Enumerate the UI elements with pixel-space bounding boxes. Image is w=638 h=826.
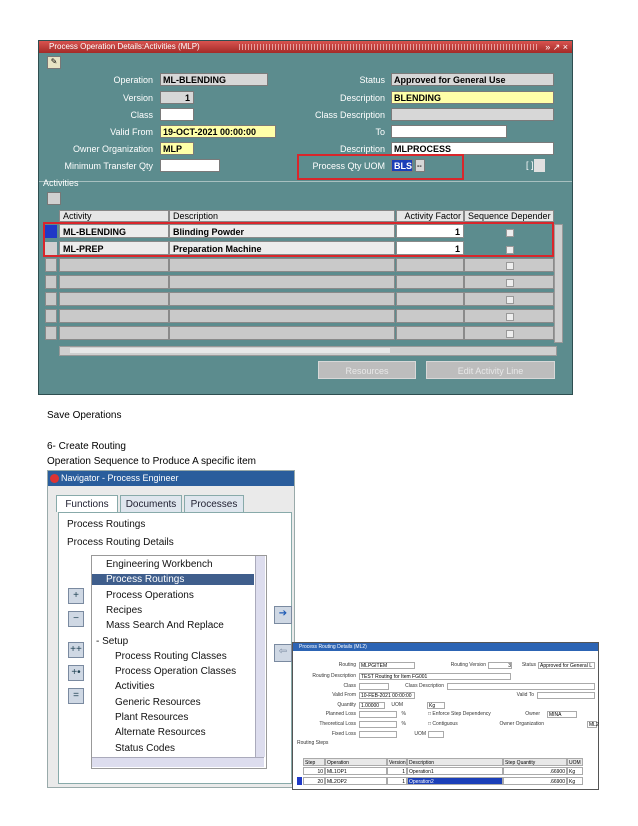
routing-field[interactable]: TEST Routing for Item FG001 [359,673,511,680]
titlebar-grip [239,44,538,50]
tree-item[interactable]: Process Operations [106,589,194,601]
edit-activity-line-button[interactable]: Edit Activity Line [426,361,555,379]
window-title: Process Operation Details:Activities (MLP) [49,42,200,51]
routing-field-label: Theoretical Loss [319,721,356,727]
operation-field[interactable]: ML-BLENDING [160,73,268,86]
top-list-item[interactable]: Process Routings [67,519,146,530]
remove-from-top-ten-icon[interactable]: ⇦ [274,644,292,662]
step-subtitle: Operation Sequence to Produce A specific item [47,456,257,467]
col-activity: Activity [59,210,169,222]
sequence-dependent-checkbox[interactable] [506,330,514,338]
routing-field-label: Class [343,683,356,689]
oracle-logo-icon [50,474,59,483]
class-field[interactable] [160,108,194,121]
empty-cell[interactable] [169,258,395,272]
tree-item[interactable]: Status Codes [115,742,176,754]
sequence-dependent-checkbox[interactable] [506,262,514,270]
routing-steps-column: Version [389,760,406,766]
routing-step-cell[interactable]: ML1OP1 [325,767,387,775]
table-row-description[interactable]: Preparation Machine [169,241,395,255]
routing-step-cell[interactable]: .66900 [503,777,567,785]
tree-item[interactable]: Process Operation Classes [115,666,237,678]
routing-field-label: Routing [338,662,356,668]
window-titlebar [39,41,572,53]
tree-item[interactable]: Engineering Workbench [106,559,213,570]
routing-step-cell[interactable]: 1 [387,777,407,785]
expand-all-button[interactable]: +• [68,665,84,681]
routing-step-cell[interactable]: Operation1 [407,767,503,775]
horizontal-scrollbar[interactable] [59,346,557,356]
routing-step-cell[interactable]: Kg [567,767,583,775]
routing-version-label: Routing Version [450,662,486,668]
percent-label: % [401,721,406,727]
empty-cell[interactable] [396,292,464,306]
to-label: To [375,127,385,137]
record-indicator[interactable] [45,258,57,272]
valid-to-field[interactable] [391,125,507,138]
table-row-activity[interactable]: ML-PREP [59,241,169,255]
routing-field-label: Planned Loss [325,711,356,717]
status-field[interactable]: Approved for General L [538,662,595,669]
tree-item[interactable]: Alternate Resources [115,727,206,739]
window2-titlebar [293,643,598,651]
uom-lov-button[interactable]: -- [415,159,425,172]
description-label: Description [339,93,385,103]
resources-button[interactable]: Resources [318,361,416,379]
empty-cell[interactable] [59,258,169,272]
valid-to-label: Valid To [516,692,534,698]
routing-version-field[interactable]: 3 [488,662,512,669]
routing-field[interactable]: 1.00000 [359,702,385,709]
empty-cell[interactable] [59,275,169,289]
empty-cell[interactable] [396,309,464,323]
activities-section-title: Activities [43,178,79,188]
tree-item[interactable]: - Setup [96,635,129,647]
vertical-scrollbar[interactable] [554,224,563,343]
record-indicator[interactable] [45,292,57,306]
window2-title: Process Routing Details (ML2) [299,644,367,650]
descriptive-flexfield[interactable]: [ ] [526,160,534,170]
empty-cell[interactable] [396,275,464,289]
fixed-loss-uom-field[interactable] [428,731,444,738]
routing-step-cell[interactable]: Operation2 [407,777,503,785]
col-description: Description [169,210,395,222]
contiguous-checkbox[interactable]: □ Contiguous [428,721,458,727]
routing-field[interactable]: 10-FEB-2021 00:00:00 [359,692,415,699]
status-field[interactable]: Approved for General Use [391,73,554,86]
empty-cell[interactable] [169,275,395,289]
sequence-dependent-checkbox[interactable] [506,296,514,304]
description-field[interactable]: BLENDING [391,91,554,104]
routing-steps-column: Description [407,758,503,766]
add-to-top-ten-icon[interactable]: ➔ [274,606,292,624]
sequence-dependent-checkbox[interactable] [506,313,514,321]
highlight-uom [297,154,464,180]
save-operations-text: Save Operations [47,410,122,421]
class-label: Class [130,110,153,120]
tab-documents[interactable]: Documents [120,495,182,512]
top-list-item[interactable]: Process Routing Details [67,537,174,548]
status-label: Status [359,75,385,85]
min-transfer-qty-field[interactable] [160,159,220,172]
expand-branch-button[interactable]: ++ [68,642,84,658]
routing-steps-column: Step [303,758,325,766]
highlight-activities [43,222,554,257]
empty-cell[interactable] [169,326,395,340]
version-label: Version [122,93,153,103]
table-row-description[interactable]: Blinding Powder [169,224,395,238]
empty-cell[interactable] [169,309,395,323]
toolbar-icon[interactable]: ✎ [47,56,61,69]
navigator-window [47,470,295,788]
section-divider [39,181,572,182]
tree-item[interactable]: Process Routings [92,574,254,585]
col-sequence-dependent: Sequence Depender [464,210,554,222]
routing-step-cell[interactable]: 1 [387,767,407,775]
uom-label: UOM [414,731,426,737]
routing-steps-column: Step Quantity [503,758,567,766]
empty-cell[interactable] [59,309,169,323]
record-indicator[interactable] [45,326,57,340]
navigator-titlebar [48,471,294,486]
owner-organization-label: Owner Organization [499,721,544,727]
owner-description-label: Description [339,144,385,154]
step-title: 6- Create Routing [47,441,126,452]
navigator-title: Navigator - Process Engineer [61,473,179,483]
owner-field[interactable]: MINA [547,711,577,718]
process-operation-details-window [38,40,573,395]
owner-label: Owner [525,711,540,717]
expand-button[interactable]: + [68,588,84,604]
status-label: Status [521,662,536,668]
routing-steps-title: Routing Steps [297,740,329,746]
routing-step-cell[interactable]: 20 [303,777,325,785]
record-indicator[interactable] [45,309,57,323]
window-controls[interactable]: » ↗ × [545,42,568,52]
valid-to-field[interactable] [537,692,595,699]
class-description-field[interactable] [447,683,595,690]
routing-step-cell[interactable]: .66900 [503,767,567,775]
min-transfer-qty-label: Minimum Transfer Qty [64,161,153,171]
class-description-label: Class Description [405,683,444,689]
process-qty-uom-label: Process Qty UOM [312,161,385,171]
empty-cell[interactable] [59,292,169,306]
routing-field[interactable] [359,731,397,738]
owner-organization-label: Owner Organization [72,144,153,154]
tree-item[interactable]: Mass Search And Replace [106,620,224,632]
routing-field-label: Valid From [332,692,356,698]
table-row-factor[interactable]: 1 [396,241,464,255]
routing-field[interactable] [359,721,397,728]
attachment-icon[interactable] [47,192,61,205]
owner-organization-field[interactable]: MLP [160,142,194,155]
process-qty-uom-field[interactable]: BLS [391,159,413,172]
routing-field-label: Routing Description [312,673,356,679]
collapse-all-button[interactable]: = [68,688,84,704]
sequence-dependent-checkbox[interactable] [506,279,514,287]
table-row-activity[interactable]: ML-BLENDING [59,224,169,238]
tree-horizontal-scrollbar[interactable] [92,757,264,767]
routing-step-cell[interactable]: 10 [303,767,325,775]
version-field[interactable]: 1 [160,91,194,104]
col-activity-factor: Activity Factor [396,210,464,222]
flexfield-box[interactable] [534,159,545,172]
tree-item[interactable]: Generic Resources [115,696,201,708]
routing-steps-column: Operation [325,758,387,766]
class-description-field[interactable] [391,108,554,121]
uom-label: UOM [391,702,403,708]
empty-cell[interactable] [396,258,464,272]
tree-item[interactable]: Plant Resources [115,712,189,723]
class-description-label: Class Description [314,110,385,120]
routing-field-label: Quantity [337,702,356,708]
owner-description-field[interactable]: MLPROCESS [391,142,554,155]
tree-item[interactable]: Process Routing Classes [115,650,227,662]
routing-field[interactable]: MLPGITEM [359,662,415,669]
routing-step-cell[interactable]: Kg [567,777,583,785]
current-step-indicator [297,777,302,785]
owner-organization-field[interactable]: ML2 [589,722,599,728]
valid-from-field[interactable]: 19-OCT-2021 00:00:00 [160,125,276,138]
operation-label: Operation [113,75,153,85]
tab-functions[interactable]: Functions [56,495,118,512]
routing-steps-column: UOM [567,758,583,766]
routing-step-cell[interactable]: ML2OP2 [325,777,387,785]
record-indicator[interactable] [45,275,57,289]
empty-cell[interactable] [169,292,395,306]
empty-cell[interactable] [59,326,169,340]
uom-field[interactable]: Kg [427,702,445,709]
enforce-step-dependency-checkbox[interactable]: □ Enforce Step Dependency [428,711,491,717]
table-row-factor[interactable]: 1 [396,224,464,238]
percent-label: % [401,711,406,717]
tab-processes[interactable]: Processes [184,495,244,512]
empty-cell[interactable] [396,326,464,340]
routing-field-label: Fixed Loss [331,731,356,737]
tree-item[interactable]: Activities [115,681,155,693]
valid-from-label: Valid From [110,127,153,137]
tree-item[interactable]: Recipes [106,604,143,616]
routing-field[interactable] [359,711,397,718]
tree-vertical-scrollbar[interactable] [255,556,265,757]
collapse-button[interactable]: − [68,611,84,627]
